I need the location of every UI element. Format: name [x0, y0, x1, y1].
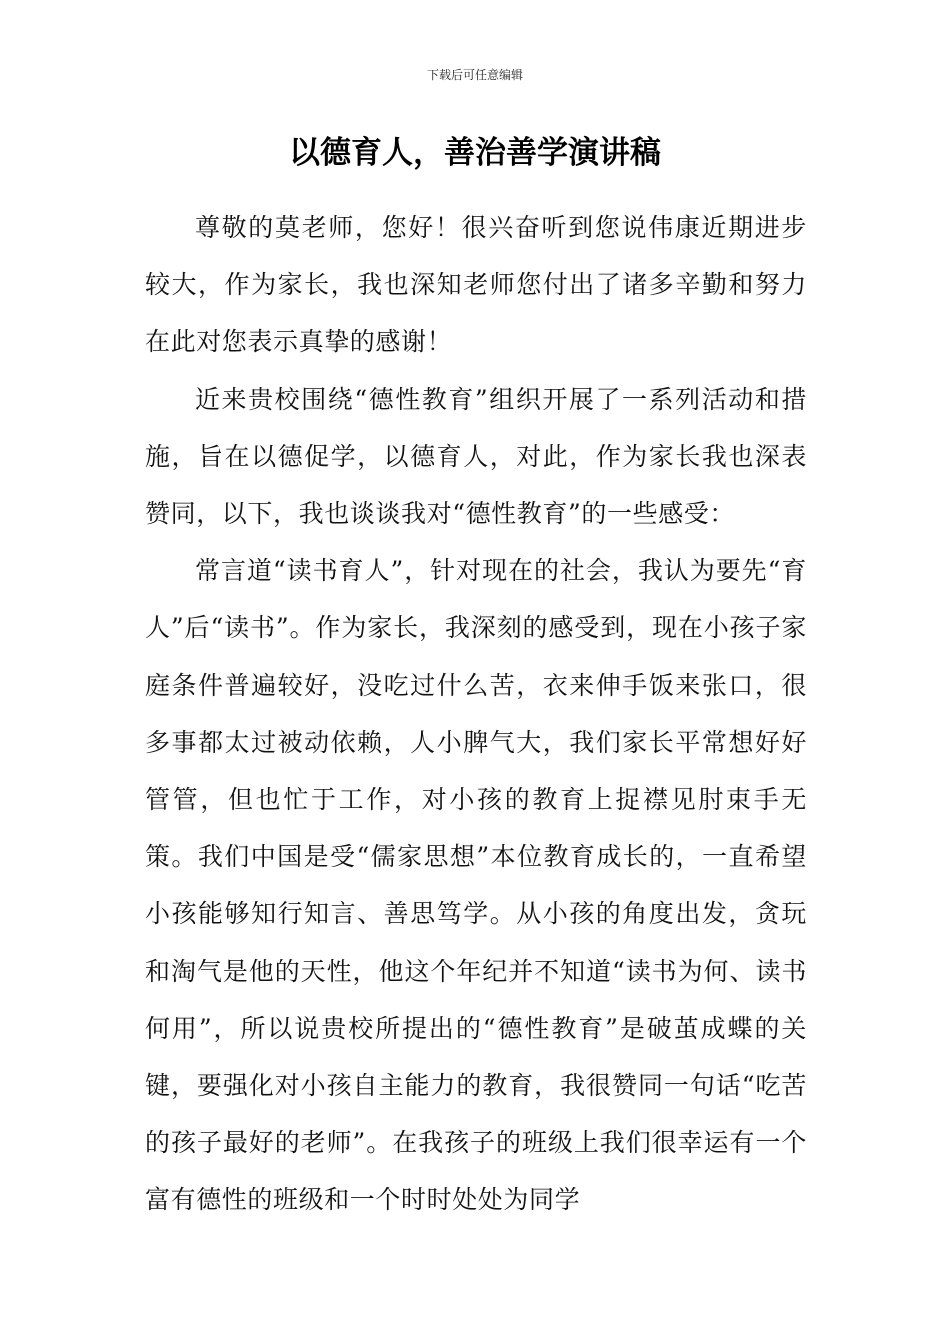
paragraph-greeting: 尊敬的莫老师，您好！很兴奋听到您说伟康近期进步较大，作为家长，我也深知老师您付出了诸多辛勤和努力在此对您表示真挚的感谢！	[145, 213, 807, 357]
paragraph-moral-education: 近来贵校围绕“德性教育”组织开展了一系列活动和措施，旨在以德促学，以德育人，对此，作为家长我也深表赞同，以下，我也谈谈我对“德性教育”的一些感受：	[145, 384, 807, 529]
document-title: 以德育人，善治善学演讲稿	[289, 135, 661, 171]
paragraph-reading-and-growth: 常言道“读书育人”，针对现在的社会，我认为要先“育人”后“读书”。作为家长，我深刻的感受到，现在小孩子家庭条件普遍较好，没吃过什么苦，衣来伸手饭来张口，很多事都太过被动依赖，人小脾气大，我们家长平常想好好管管，但也忙于工作，对小孩的教育上捉襟见肘束手无策。我们中国是受“儒家思想”本位教育成长的，一直希望小孩能够知行知言、善思笃学。从小孩的角度出发，贪玩和淘气是他的天性，他这个年纪并不知道“读书为何、读书何用”，所以说贵校所提出的“德性教育”是破茧成蝶的关键，要强化对小孩自主能力的教育，我很赞同一句话“吃苦的孩子最好的老师”。在我孩子的班级上我们很幸运有一个富有德性的班级和一个时时处处为同学	[145, 556, 807, 1215]
document-body	[145, 199, 807, 1229]
header-note: 下载后可任意编辑	[426, 68, 523, 82]
